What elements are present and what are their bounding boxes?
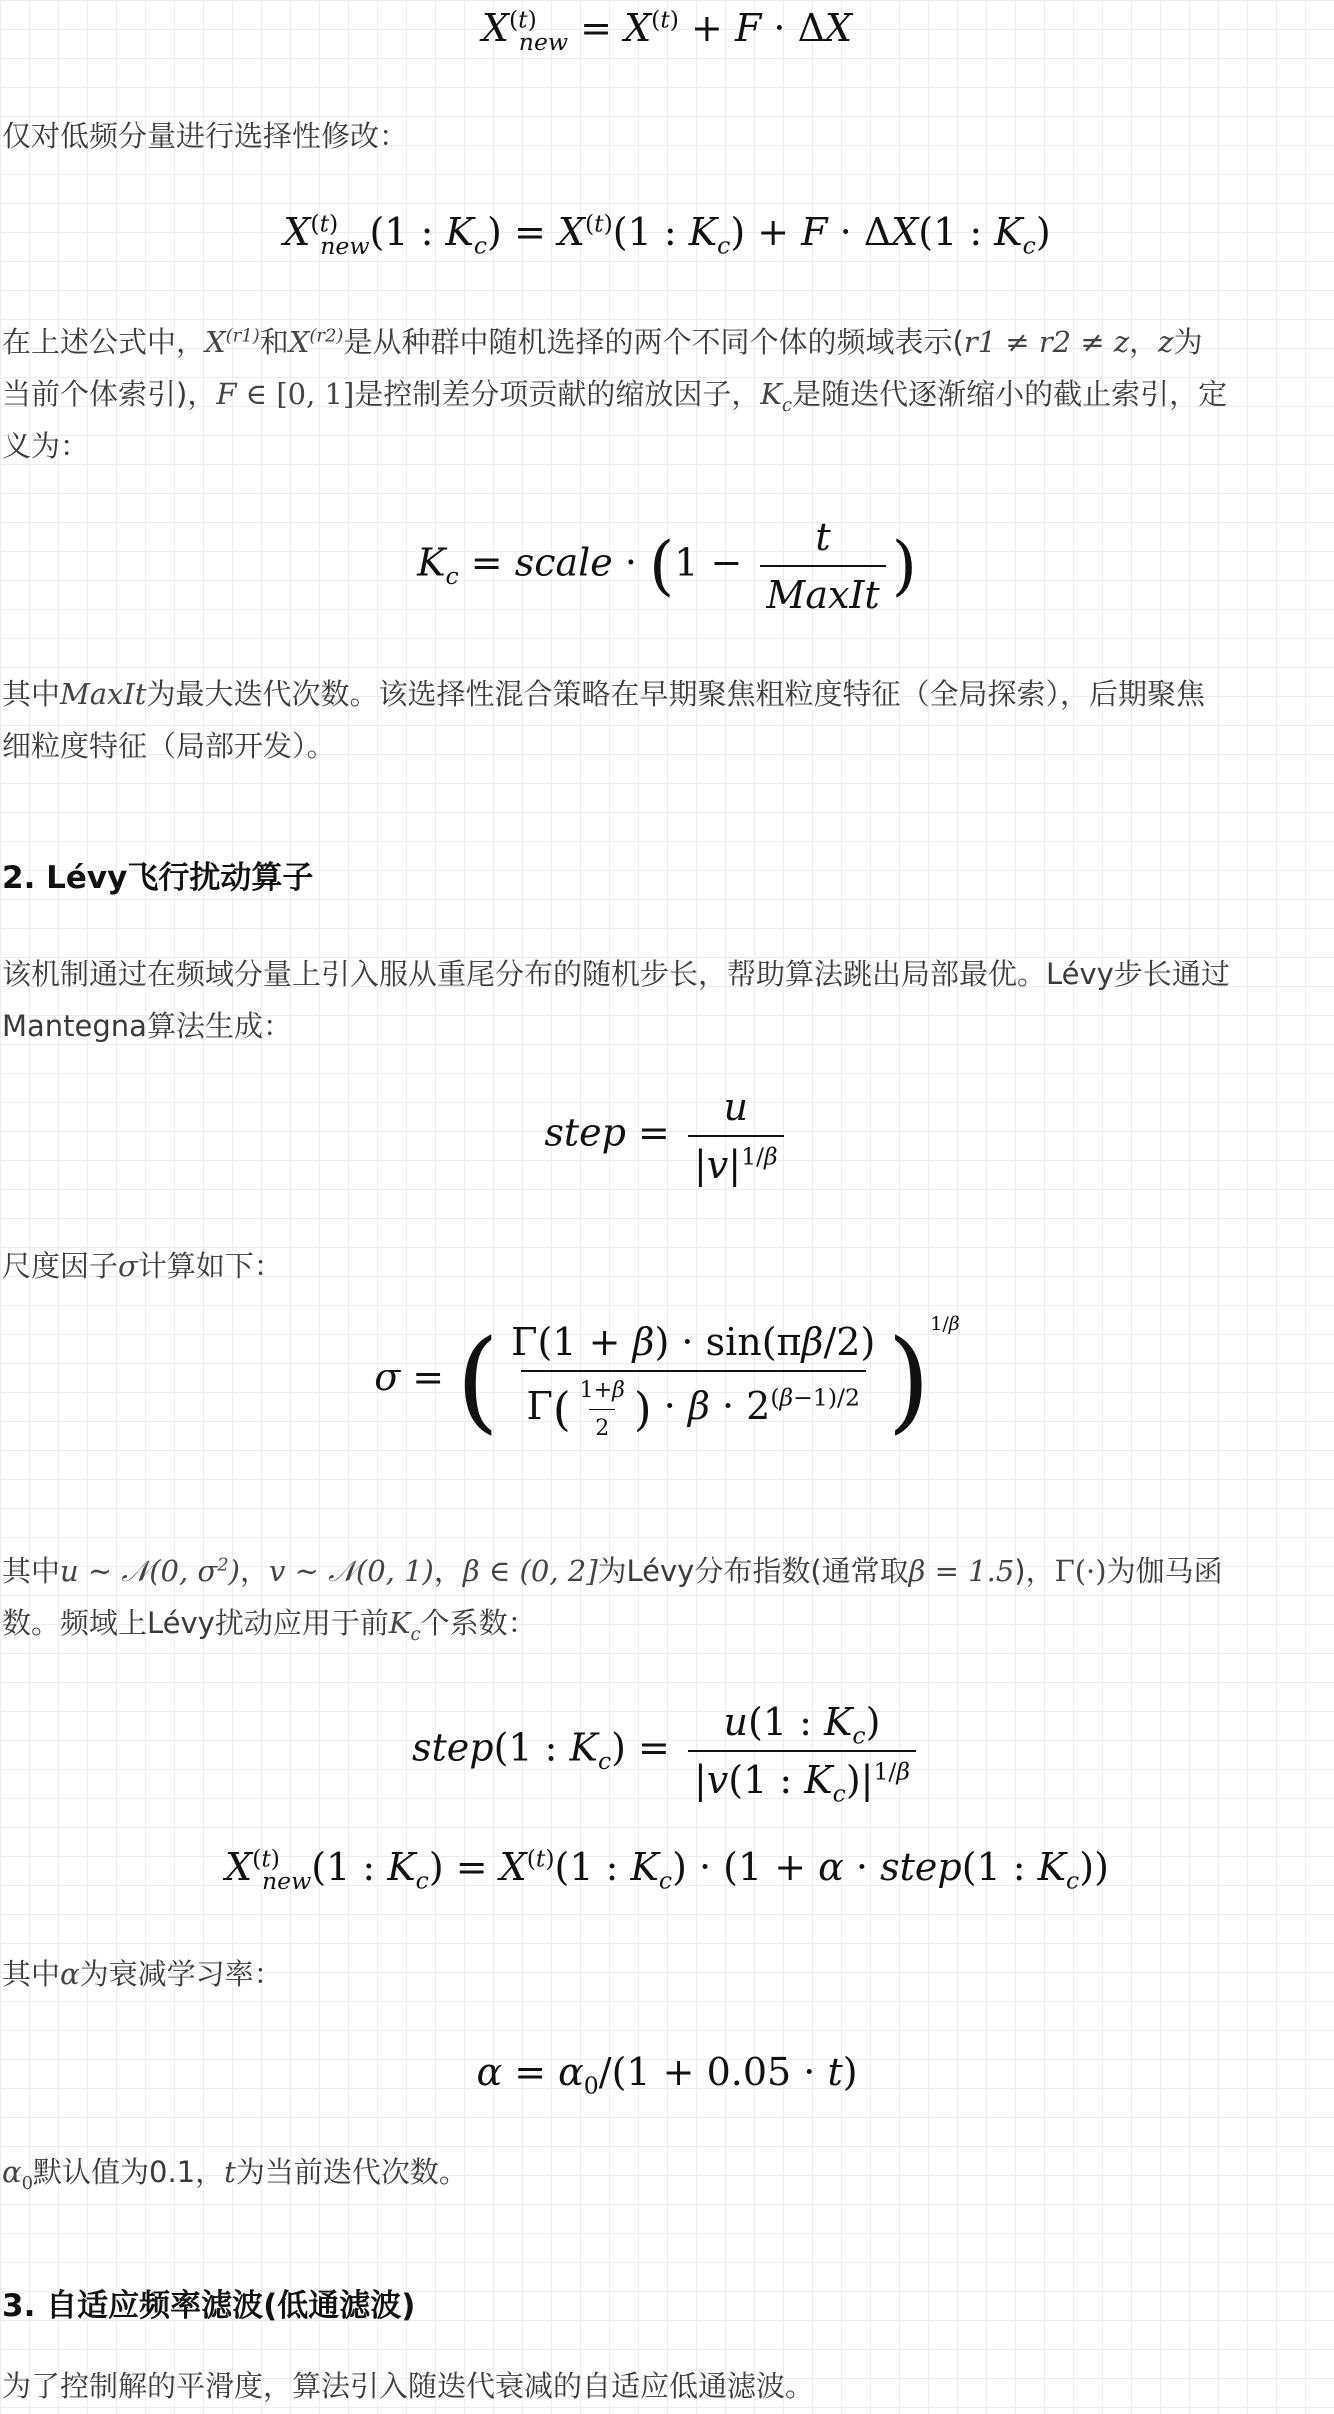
equation-step: step = $\frac{u}{|v|^{1/\beta}}$ — [0, 1085, 1334, 1187]
paragraph-filter-intro: 为了控制解的平滑度，算法引入随迭代衰减的自适应低通滤波。 — [2, 2369, 815, 2403]
paragraph-sigma-intro: 尺度因子σ计算如下： — [2, 1249, 283, 1283]
section-heading-levy: 2. Lévy飞行扰动算子 — [2, 860, 314, 896]
equation-x-new: $X^{(t)}_{new} = X^{(t)} + F \cdot \Delta X$ — [481, 5, 853, 56]
equation-alpha: $\alpha = \alpha_0/(1 + 0.05 \cdot t)$ — [476, 2050, 858, 2100]
section-heading-adaptive-filter: 3. 自适应频率滤波(低通滤波) — [2, 2288, 416, 2324]
paragraph-low-freq-intro: 仅对低频分量进行选择性修改： — [2, 119, 409, 153]
equation-sigma: σ = ( Γ(1 + β) · sin(πβ/2) Γ( $\frac{1+\beta}{2}$ ) · $\beta \cdot 2^{(\beta-1)/2}$ )$^{1/\beta}$ — [374, 1313, 960, 1445]
equation-x-new-levy: $X^{(t)}_{new}(1$ : $K_c) = X^{(t)}(1$ : $K_c) \cdot (1 + \alpha$ · step(1 : $K_c$)) — [225, 1844, 1109, 1895]
paragraph-levy-params: 其中u ∼ 𝒩(0, $\sigma^2$)，v ∼ 𝒩(0, 1)，β ∈ (0, 2]为Lévy分布指数(通常取β = 1.5)，Γ(·)为伽马函 数。频域上Lévy扰动应用于前$K_c$个系数： — [2, 1554, 1223, 1645]
equation-x-new-low-freq: $X^{(t)}_{new}(1$ : $K_c) = X^{(t)}(1$ : $K_c) + F \cdot \Delta X(1$ : $K_c$) — [283, 209, 1051, 260]
paragraph-alpha0-default: $\alpha_0$默认值为0.1，t为当前迭代次数。 — [2, 2155, 468, 2194]
paragraph-alpha-intro: 其中α为衰减学习率： — [2, 1957, 283, 1991]
equation-step-kc: step(1 : $K_c$) = $\frac{u(1 : K_c)}{|v(1 : K_c)|^{1/\beta}}$ — [0, 1700, 1334, 1802]
equation-kc: $K_c$ = scale · (1 − $\frac{t}{\text{MaxIt}}$ ) — [417, 515, 917, 617]
paragraph-maxit-explanation: 其中MaxIt为最大迭代次数。该选择性混合策略在早期聚焦粗粒度特征（全局探索），后期聚焦 细粒度特征（局部开发）。 — [2, 677, 1205, 763]
paragraph-levy-intro: 该机制通过在频域分量上引入服从重尾分布的随机步长，帮助算法跳出局部最优。Lévy步长通过 Mantegna算法生成： — [2, 957, 1230, 1043]
paragraph-formula-explanation: 在上述公式中，$X^{(r1)}$和$X^{(r2)}$是从种群中随机选择的两个不同个体的频域表示(r1 ≠ r2 ≠ z，z为 当前个体索引)，F ∈ [0, 1]是控制差分项贡献的缩放因子，$K_c$是随迭代逐渐缩小的截止索引，定 义为： — [2, 325, 1228, 463]
